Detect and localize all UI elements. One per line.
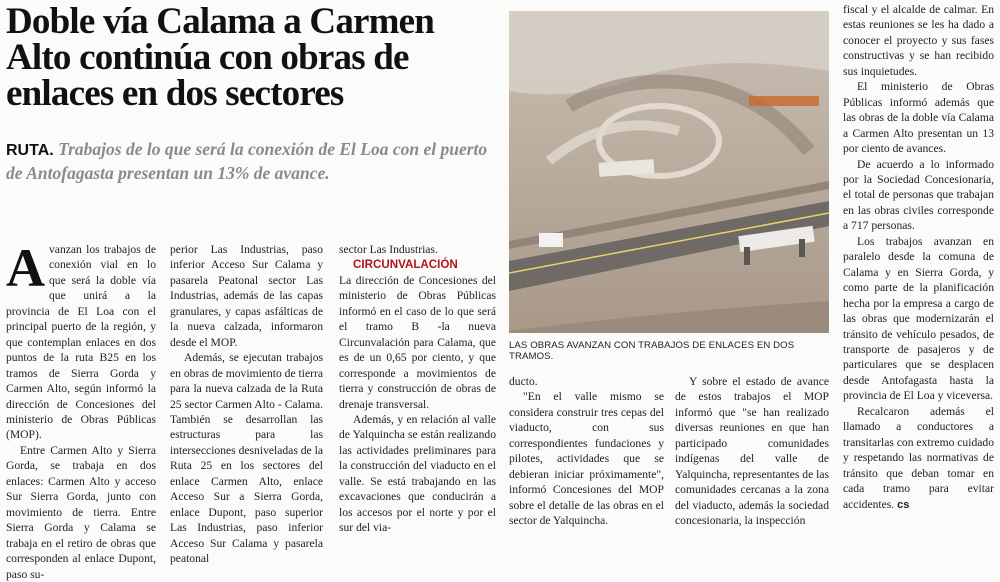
paragraph: Y sobre el estado de avance de estos trabajos el MOP informó que "se han realizado diversas reuniones en que han participado comunidades indígenas del valle de Yalquincha, representantes de las comunidades cercanas a la zona del viaducto, además la sociedad concesionaria, la inspección — [675, 375, 830, 528]
photo-caption: LAS OBRAS AVANZAN CON TRABAJOS DE ENLACES EN DOS TRAMOS. — [509, 340, 795, 362]
article-column-1 — [6, 238, 156, 582]
paragraph: sector Las Industrias. — [339, 243, 438, 256]
drop-cap: A — [6, 238, 45, 298]
paragraph — [6, 238, 156, 443]
deck-text: Trabajos de lo que será la conexión de El Loa con el puerto de Antofagasta presentan un 13% de avance. — [6, 139, 488, 183]
paragraph: El ministerio de Obras Públicas informó además que las obras de la doble vía Calama a Carmen Alto presentan un 13 por ciento de avances. — [843, 80, 994, 156]
paragraph: fiscal y el alcalde de calmar. En estas reuniones se les ha dado a conocer el proyecto y sus fases constructivas y se han recibido sus inquietudes. — [843, 3, 994, 78]
article-column-4 — [509, 374, 664, 529]
paragraph: perior Las Industrias, paso inferior Acceso Sur Calama y pasarela Peatonal sector Las Industrias, además de las capas granulares, y capas asfálticas de la nueva calzada, informaron desde el MOP. — [170, 243, 323, 349]
paragraph — [843, 404, 994, 513]
paragraph: La dirección de Concesiones del ministerio de Obras Públicas informó en el caso de lo que será el tramo B -la nueva Circunvalación para Calama, que es de un 0,65 por ciento, y que corresponde a movimientos de tierra y construcción de obras de drenaje transversal. — [339, 273, 496, 411]
deck — [6, 138, 496, 184]
aerial-photo-illustration — [509, 11, 829, 333]
article-column-3 — [339, 242, 496, 536]
paragraph: "En el valle mismo se considera construir tres cepas del viaducto, con sus correspondientes fundaciones y pilotes, actividades que se debieran iniciar próximamente", informó Concesiones del MOP sobre el detalle de las obras en el sector de Yalquincha. — [509, 390, 664, 528]
section-subhead: CIRCUNVALACIÓN — [353, 258, 458, 272]
article-column-2 — [170, 242, 323, 567]
paragraph: Los trabajos avanzan en paralelo desde la comuna de Calama y en Sierra Gorda, y como parte de la planificación hecha por la empresa a cargo de las obras que modernizarán el tránsito de vehículo pesados, de transporte de pasajeros y de particulares que se desplacen desde Antofagasta hasta la provincia de El Loa y viceversa. — [843, 234, 994, 403]
paragraph: Además, se ejecutan trabajos en obras de movimiento de tierra para la nueva calzada de la Ruta 25 sector Carmen Alto - Calama. También se desarrollan las estructuras para las intersecciones desniveladas de la Ruta 25 en los sectores del enlace Carmen Alto, enlace Acceso Sur a Sierra Gorda, enlace Dupont, paso superior Las Industrias, paso inferior Acceso Sur Calama y pasarela peatonal — [170, 351, 323, 566]
paragraph: Entre Carmen Alto y Sierra Gorda, se trabaja en dos enlaces: Carmen Alto y acceso Sur Sierra Gorda, junto con movimiento de tierra. Entre Sierra Gorda y Calama se trabaja en el retiro de obras que corresponden al enlace Dupont, paso su- — [6, 443, 156, 581]
paragraph-text: Recalcaron además el llamado a conductores a transitarlas con extremo cuidado y respetando las normativas de tránsito que deban tomar en cada tramo para evitar accidentes. — [843, 404, 994, 511]
deck-tag: RUTA. — [6, 142, 54, 159]
article-column-6 — [843, 2, 994, 513]
paragraph: ducto. — [509, 375, 538, 388]
article-column-5 — [675, 374, 829, 529]
aerial-construction-photo — [509, 11, 829, 333]
end-mark: cs — [897, 498, 910, 511]
paragraph: De acuerdo a lo informado por la Sociedad Concesionaria, el total de personas que trabajan en las obras civiles corresponde a 717 personas. — [843, 157, 994, 233]
paragraph-text: vanzan los trabajos de conexión vial en lo que será la doble vía que unirá a la provincia de El Loa con el principal puerto de la región, y que contemplan enlaces en dos puntos de la ruta B25 en los tramos de Sierra Gorda y Carmen Alto, según informó la dirección de Concesiones del ministerio de Obras Públicas (MOP). — [6, 243, 156, 442]
headline: Doble vía Calama a Carmen Alto continúa con obras de enlaces en dos sectores — [6, 1, 435, 114]
paragraph: Además, y en relación al valle de Yalquincha se están realizando las actividades preliminares para la construcción del viaducto en el valle. Se está trabajando en las excavaciones que conducirán a los accesos por el norte y por el sur del via- — [339, 412, 496, 535]
